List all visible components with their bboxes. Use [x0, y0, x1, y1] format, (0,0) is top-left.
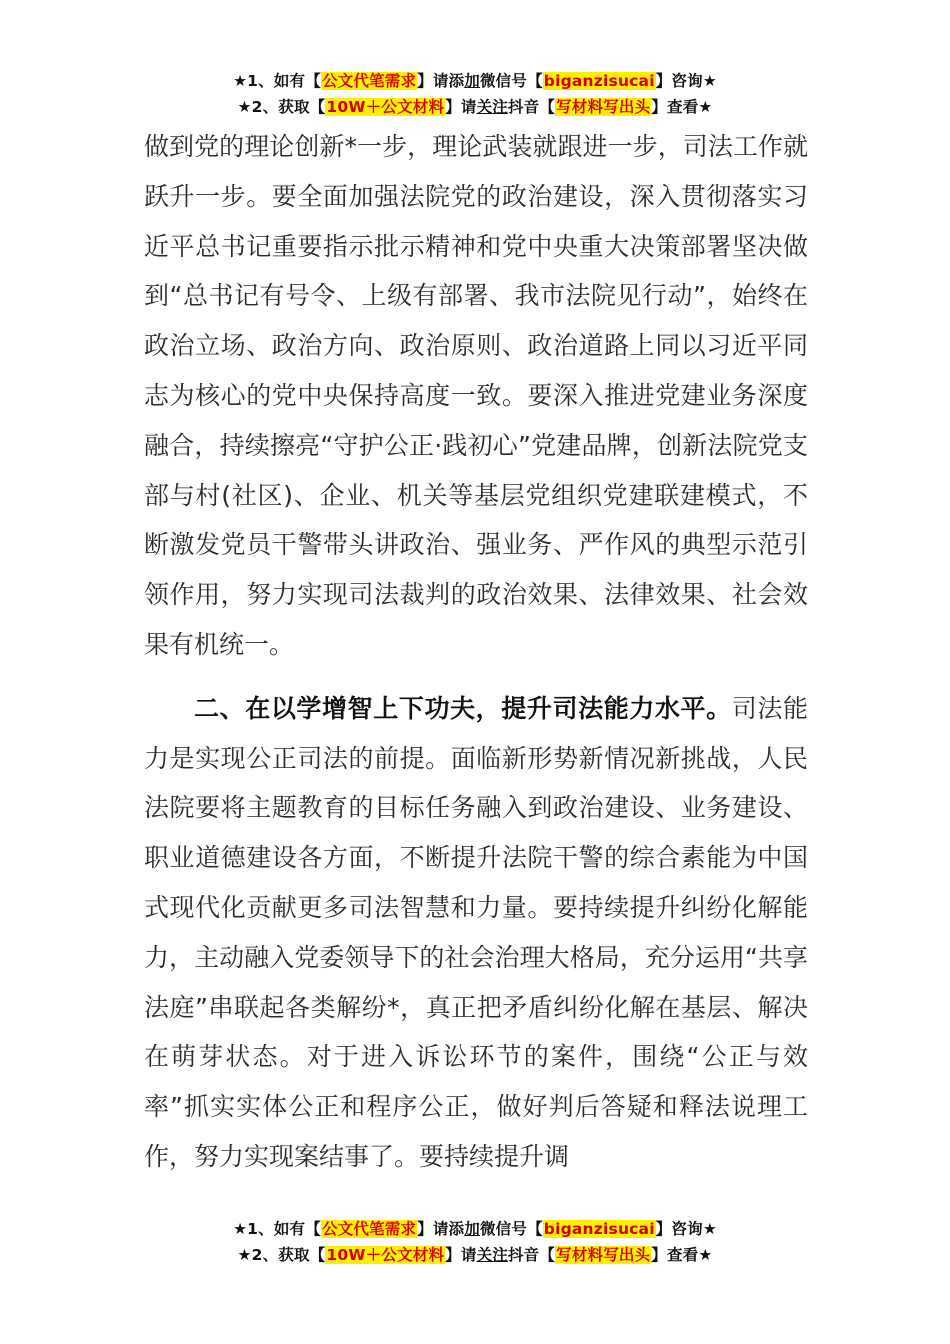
section-heading: 二、在以学增智上下功夫，提升司法能力水平。 [194, 693, 732, 723]
paragraph-1: 做到党的理论创新*一步，理论武装就跟进一步，司法工作就跃升一步。要全面加强法院党的政治建设，深入贯彻落实习近平总书记重要指示批示精神和党中央重大决策部署坚决做到“总书记有号令、上级有部署、我市法院见行动”，始终在政治立场、政治方向、政治原则、政治道路上同以习近平同志为核心的党中央保持高度一致。要深入推进党建业务深度融合，持续擦亮“守护公正·践初心”党建品牌，创新法院党支部与村(社区)、企业、机关等基层党组织党建联建模式，不断激发党员干警带头讲政治、强业务、严作风的典型示范引领作用，努力实现司法裁判的政治效果、法律效果、社会效果有机统一。 [144, 132, 808, 659]
highlight-service: 公文代笔需求 [321, 72, 417, 90]
highlight-douyin: 写材料写出头 [556, 1246, 651, 1264]
banner-line-1: ★1、如有【公文代笔需求】请添加微信号【biganzisucai】咨询★ [233, 1220, 717, 1238]
banner-line-2: ★2、获取【10W＋公文材料】请关注抖音【写材料写出头】查看★ [237, 98, 713, 116]
paragraph-2-text: 司法能力是实现公正司法的前提。面临新形势新情况新挑战，人民法院要将主题教育的目标任务融入到政治建设、业务建设、职业道德建设各方面，不断提升法院干警的综合素能为中国式现代化贡献更多司法智慧和力量。要持续提升纠纷化解能力，主动融入党委领导下的社会治理大格局，充分运用“共享法庭”串联起各类解纷*，真正把矛盾纠纷化解在基层、解决在萌芽状态。对于进入诉讼环节的案件，围绕“公正与效率”抓实实体公正和程序公正，做好判后答疑和释法说理工作，努力实现案结事了。要持续提升调 [144, 693, 808, 1171]
header-banner [0, 68, 950, 120]
highlight-materials: 10W＋公文材料 [326, 1246, 445, 1264]
highlight-douyin: 写材料写出头 [556, 98, 651, 116]
banner-line-1: ★1、如有【公文代笔需求】请添加微信号【biganzisucai】咨询★ [233, 72, 717, 90]
highlight-wechat-id: biganzisucai [543, 72, 655, 90]
highlight-service: 公文代笔需求 [321, 1220, 417, 1238]
banner-line-2: ★2、获取【10W＋公文材料】请关注抖音【写材料写出头】查看★ [237, 1246, 713, 1264]
paragraph-2 [144, 684, 808, 1182]
footer-banner [0, 1216, 950, 1268]
document-body [144, 122, 808, 1182]
highlight-materials: 10W＋公文材料 [326, 98, 445, 116]
highlight-wechat-id: biganzisucai [543, 1220, 655, 1238]
